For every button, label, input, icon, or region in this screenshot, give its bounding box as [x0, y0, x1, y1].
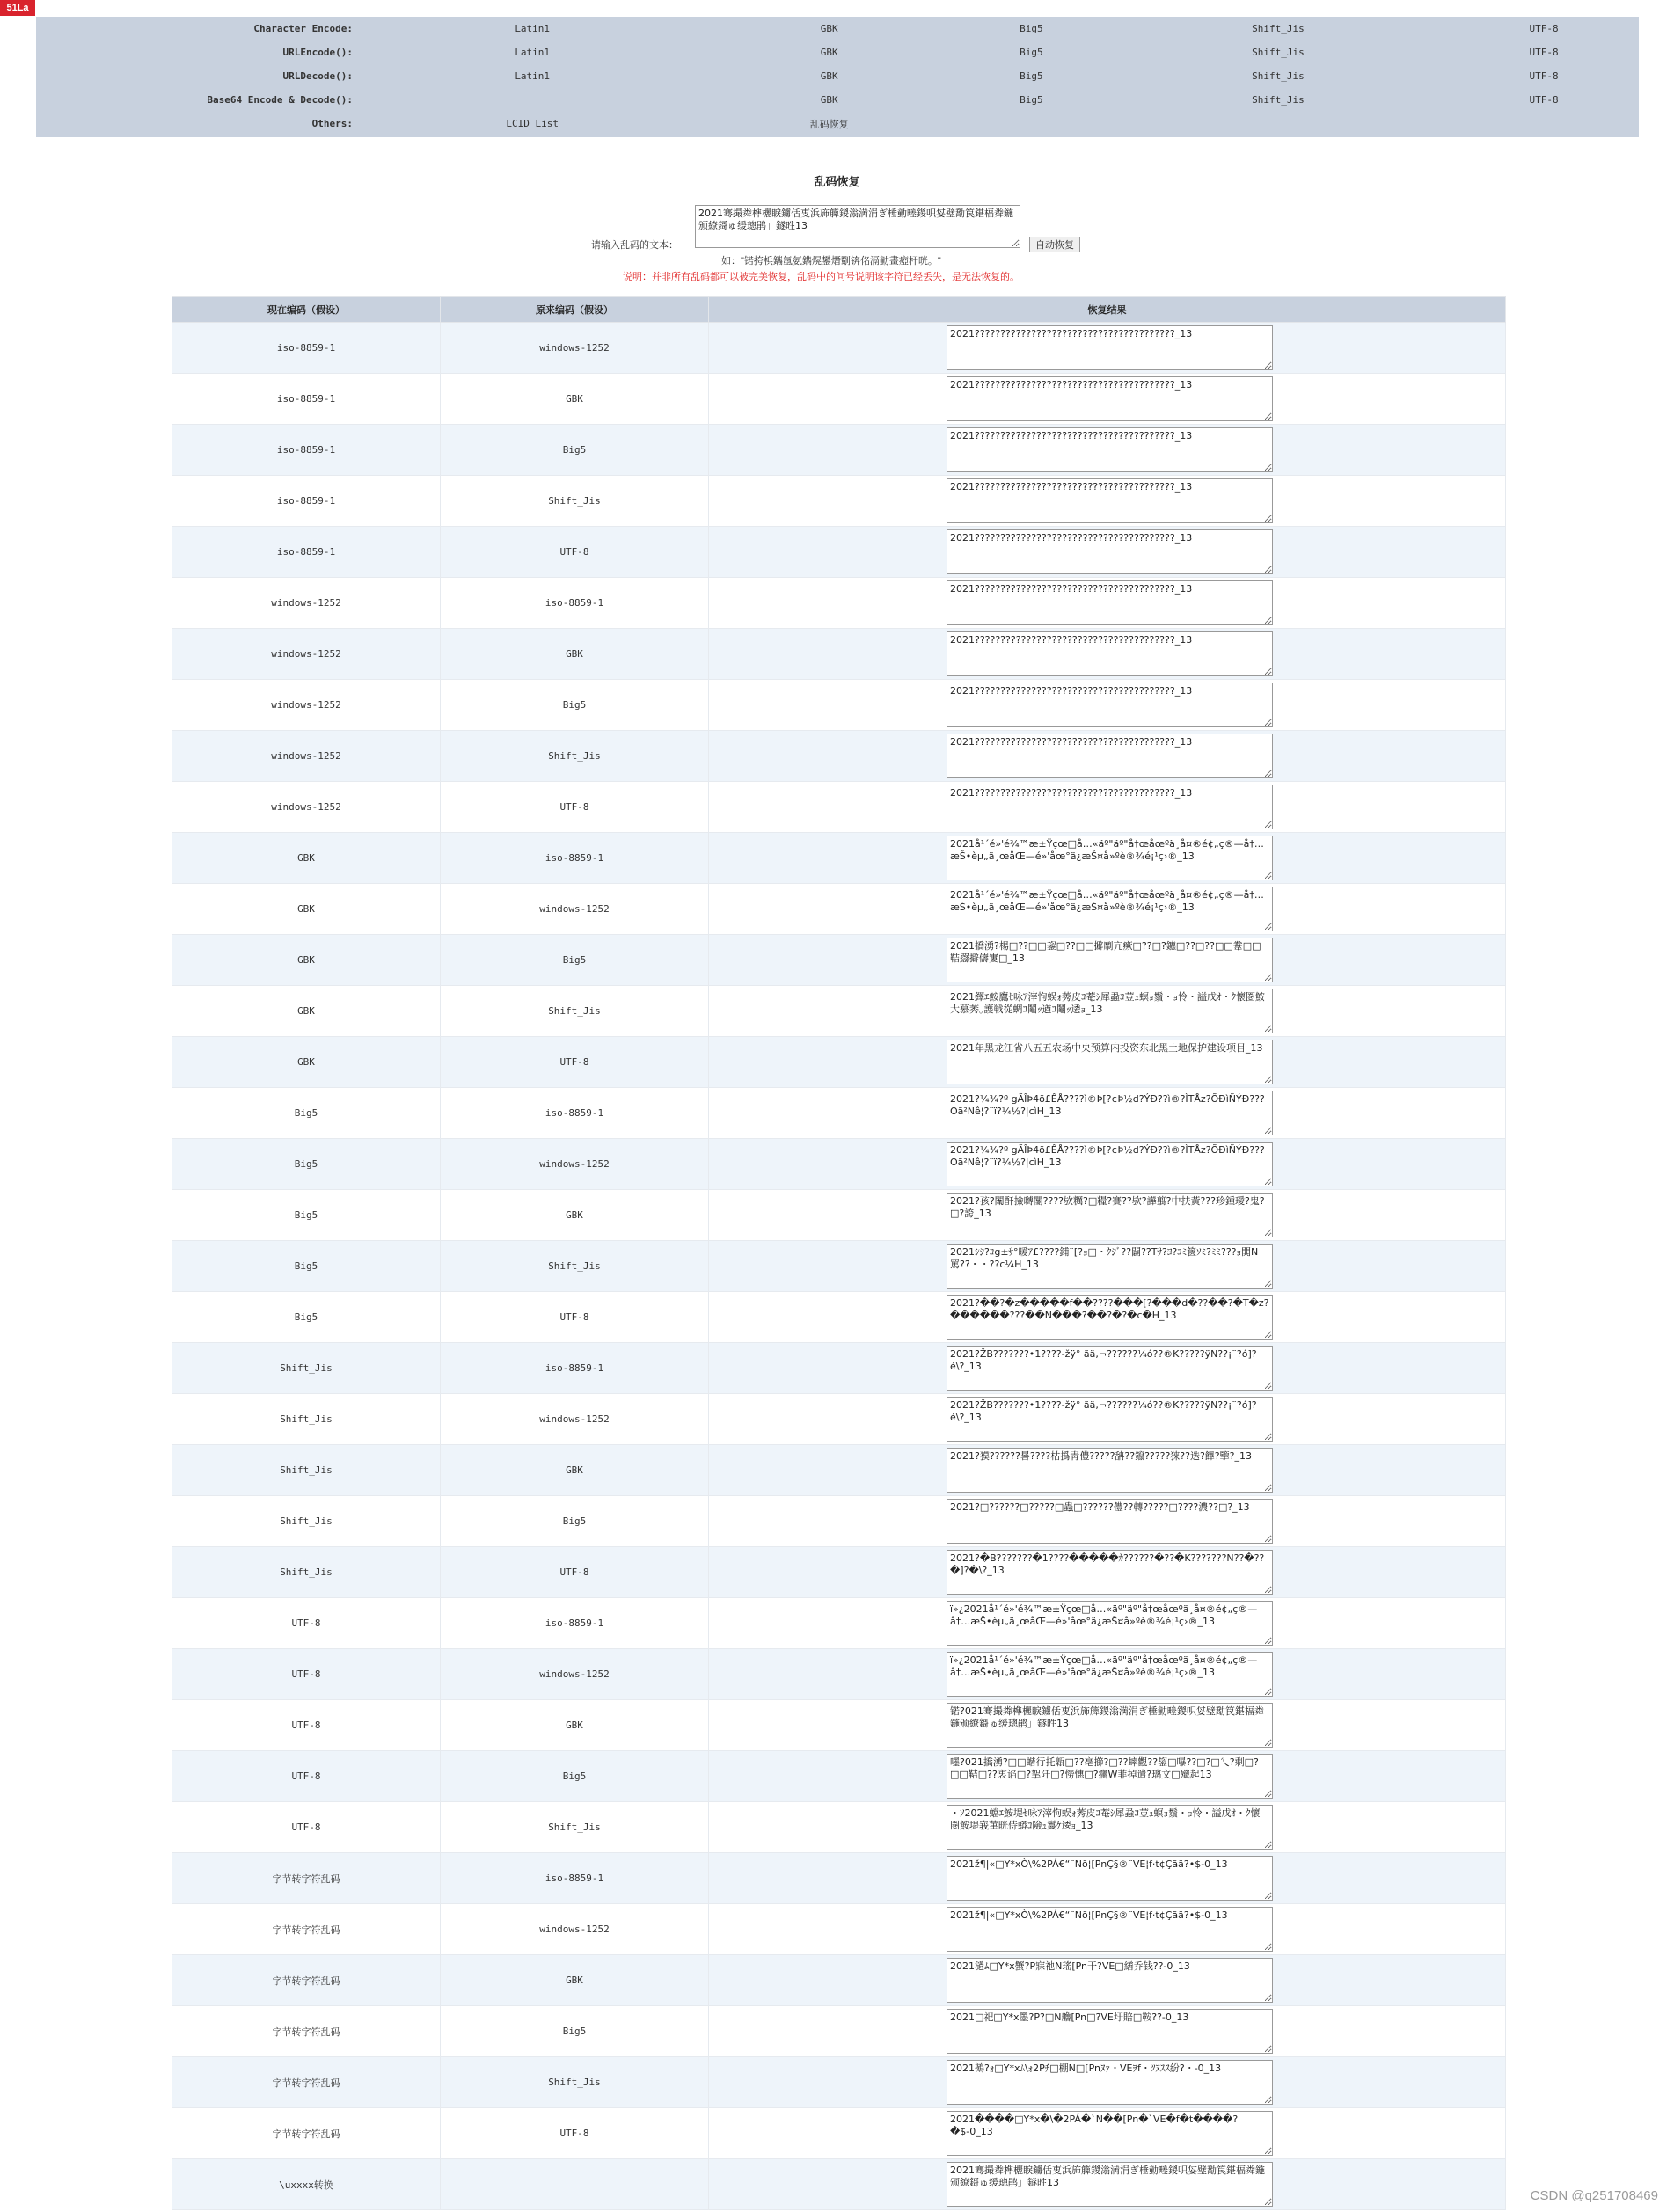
nav-link[interactable]: Shift_Jis	[1252, 47, 1305, 58]
original-encoding-cell: windows-1252	[441, 1904, 709, 1955]
table-row	[172, 731, 1506, 782]
result-cell	[709, 1394, 1506, 1445]
nav-cell	[362, 40, 703, 64]
result-cell	[709, 527, 1506, 578]
nav-cell	[1107, 17, 1449, 40]
table-header-row	[172, 297, 1506, 323]
result-textarea[interactable]	[947, 1091, 1273, 1135]
result-cell	[709, 1547, 1506, 1598]
nav-link[interactable]: UTF-8	[1529, 70, 1559, 82]
nav-link[interactable]: Shift_Jis	[1252, 94, 1305, 106]
result-textarea[interactable]	[947, 1448, 1273, 1493]
original-encoding-cell: Big5	[441, 2006, 709, 2057]
nav-row	[36, 112, 1639, 135]
current-encoding-cell: iso-8859-1	[172, 374, 441, 425]
table-row	[172, 782, 1506, 833]
result-cell	[709, 578, 1506, 629]
result-cell	[709, 2006, 1506, 2057]
original-encoding-cell: UTF-8	[441, 1292, 709, 1343]
original-encoding-cell: GBK	[441, 1190, 709, 1241]
current-encoding-cell: windows-1252	[172, 578, 441, 629]
result-cell	[709, 425, 1506, 476]
result-textarea[interactable]	[947, 580, 1273, 625]
nav-link[interactable]: GBK	[820, 47, 838, 58]
nav-row-label: Character Encode:	[253, 23, 353, 34]
current-encoding-cell: GBK	[172, 935, 441, 986]
table-row	[172, 1700, 1506, 1751]
nav-cell	[1449, 112, 1639, 135]
nav-cell	[362, 17, 703, 40]
original-encoding-cell: UTF-8	[441, 1037, 709, 1088]
table-row	[172, 1343, 1506, 1394]
result-textarea[interactable]	[947, 1805, 1273, 1850]
result-textarea[interactable]	[947, 1346, 1273, 1391]
result-textarea[interactable]	[947, 1193, 1273, 1237]
original-encoding-cell: Shift_Jis	[441, 476, 709, 527]
result-textarea[interactable]	[947, 1652, 1273, 1697]
result-cell	[709, 680, 1506, 731]
result-cell	[709, 731, 1506, 782]
current-encoding-cell: Shift_Jis	[172, 1343, 441, 1394]
result-textarea[interactable]	[947, 1958, 1273, 2003]
current-encoding-cell: Shift_Jis	[172, 1496, 441, 1547]
result-textarea[interactable]	[947, 2060, 1273, 2105]
original-encoding-cell: iso-8859-1	[441, 1088, 709, 1139]
result-textarea[interactable]	[947, 1499, 1273, 1544]
original-encoding-cell	[441, 2159, 709, 2210]
original-encoding-cell: UTF-8	[441, 527, 709, 578]
nav-cell	[703, 17, 955, 40]
current-encoding-cell: GBK	[172, 884, 441, 935]
original-encoding-cell: windows-1252	[441, 884, 709, 935]
original-encoding-cell: iso-8859-1	[441, 1853, 709, 1904]
result-cell	[709, 833, 1506, 884]
nav-link[interactable]: Big5	[1020, 94, 1043, 106]
original-encoding-cell: GBK	[441, 1700, 709, 1751]
original-encoding-cell: Big5	[441, 680, 709, 731]
table-row	[172, 833, 1506, 884]
nav-link[interactable]: UTF-8	[1529, 47, 1559, 58]
original-encoding-cell: GBK	[441, 374, 709, 425]
result-cell	[709, 1037, 1506, 1088]
input-label: 请输入乱码的文本：	[591, 239, 678, 251]
nav-row-label: URLEncode():	[282, 47, 353, 58]
result-textarea[interactable]	[947, 325, 1273, 370]
51la-badge[interactable]: 51La	[0, 0, 35, 16]
tool-title: 乱码恢复	[814, 175, 860, 188]
result-textarea[interactable]	[947, 1856, 1273, 1901]
table-row	[172, 2057, 1506, 2108]
result-cell	[709, 1853, 1506, 1904]
nav-link[interactable]: Big5	[1020, 47, 1043, 58]
table-row	[172, 1139, 1506, 1190]
result-textarea[interactable]	[947, 1601, 1273, 1646]
current-encoding-cell: iso-8859-1	[172, 527, 441, 578]
current-encoding-cell: Shift_Jis	[172, 1445, 441, 1496]
result-cell	[709, 1088, 1506, 1139]
result-textarea[interactable]	[947, 1142, 1273, 1186]
original-encoding-cell: Shift_Jis	[441, 1241, 709, 1292]
nav-cell	[362, 88, 703, 112]
current-encoding-cell: Big5	[172, 1241, 441, 1292]
current-encoding-cell: Shift_Jis	[172, 1394, 441, 1445]
result-cell	[709, 1241, 1506, 1292]
encoding-nav	[36, 17, 1639, 137]
current-encoding-cell: UTF-8	[172, 1751, 441, 1802]
nav-cell	[955, 40, 1107, 64]
original-encoding-cell: GBK	[441, 1955, 709, 2006]
table-row	[172, 1802, 1506, 1853]
nav-row-label: Others:	[311, 118, 353, 129]
garbled-text-input[interactable]	[695, 205, 1020, 248]
result-cell	[709, 2108, 1506, 2159]
nav-row	[36, 17, 1639, 40]
current-encoding-cell: Big5	[172, 1190, 441, 1241]
nav-link[interactable]: Latin1	[515, 70, 551, 82]
table-row	[172, 2108, 1506, 2159]
table-row	[172, 1037, 1506, 1088]
result-textarea[interactable]	[947, 631, 1273, 676]
result-textarea[interactable]	[947, 785, 1273, 829]
result-cell	[709, 1955, 1506, 2006]
original-encoding-cell: iso-8859-1	[441, 833, 709, 884]
current-encoding-cell: UTF-8	[172, 1598, 441, 1649]
current-encoding-cell: Big5	[172, 1088, 441, 1139]
result-cell	[709, 1598, 1506, 1649]
table-row	[172, 1496, 1506, 1547]
result-cell	[709, 476, 1506, 527]
result-textarea[interactable]	[947, 478, 1273, 523]
table-row	[172, 527, 1506, 578]
original-encoding-cell: windows-1252	[441, 1139, 709, 1190]
table-row	[172, 935, 1506, 986]
table-row	[172, 1547, 1506, 1598]
nav-cell	[703, 64, 955, 88]
nav-cell	[1107, 88, 1449, 112]
header-current-encoding: 现在编码（假设）	[172, 297, 441, 323]
result-cell	[709, 1445, 1506, 1496]
nav-row	[36, 64, 1639, 88]
table-row	[172, 680, 1506, 731]
recovery-results-table	[172, 296, 1506, 2210]
result-textarea[interactable]	[947, 1907, 1273, 1952]
nav-link[interactable]: UTF-8	[1529, 94, 1559, 106]
result-cell	[709, 629, 1506, 680]
result-cell	[709, 782, 1506, 833]
original-encoding-cell: Big5	[441, 935, 709, 986]
current-encoding-cell: 字节转字符乱码	[172, 1853, 441, 1904]
result-cell	[709, 1292, 1506, 1343]
nav-cell	[362, 112, 703, 135]
result-textarea[interactable]	[947, 376, 1273, 421]
result-cell	[709, 1700, 1506, 1751]
result-cell	[709, 1649, 1506, 1700]
nav-cell	[1449, 64, 1639, 88]
original-encoding-cell: UTF-8	[441, 1547, 709, 1598]
result-cell	[709, 374, 1506, 425]
result-textarea[interactable]	[947, 734, 1273, 778]
current-encoding-cell: iso-8859-1	[172, 323, 441, 374]
nav-link[interactable]: GBK	[820, 94, 838, 106]
current-encoding-cell: UTF-8	[172, 1649, 441, 1700]
original-encoding-cell: iso-8859-1	[441, 578, 709, 629]
nav-cell	[1449, 17, 1639, 40]
nav-cell	[703, 88, 955, 112]
nav-link[interactable]: 乱码恢复	[809, 118, 849, 130]
original-encoding-cell: windows-1252	[441, 1394, 709, 1445]
current-encoding-cell: iso-8859-1	[172, 476, 441, 527]
original-encoding-cell: UTF-8	[441, 2108, 709, 2159]
result-cell	[709, 1751, 1506, 1802]
table-row	[172, 2006, 1506, 2057]
nav-link[interactable]: GBK	[820, 70, 838, 82]
nav-cell	[703, 40, 955, 64]
result-cell	[709, 1904, 1506, 1955]
result-cell	[709, 1343, 1506, 1394]
nav-link[interactable]: LCID List	[506, 118, 559, 129]
nav-row-label: Base64 Encode & Decode():	[207, 94, 353, 106]
nav-cell	[362, 64, 703, 88]
result-textarea[interactable]	[947, 836, 1273, 880]
nav-row-label: URLDecode():	[282, 70, 353, 82]
current-encoding-cell: GBK	[172, 986, 441, 1037]
header-original-encoding: 原来编码（假设）	[441, 297, 709, 323]
nav-cell	[955, 88, 1107, 112]
original-encoding-cell: Big5	[441, 1751, 709, 1802]
original-encoding-cell: GBK	[441, 1445, 709, 1496]
result-textarea[interactable]	[947, 529, 1273, 574]
table-row	[172, 1292, 1506, 1343]
header-result: 恢复结果	[709, 297, 1506, 323]
table-row	[172, 1904, 1506, 1955]
current-encoding-cell: 字节转字符乱码	[172, 2108, 441, 2159]
nav-link[interactable]: GBK	[820, 23, 838, 34]
nav-link[interactable]: Big5	[1020, 70, 1043, 82]
example-hint: 如："锘挎梹鑴氬氨鐫熀鐢熸劅锛佲滆勭畫瘂杆咣。"	[721, 256, 941, 266]
original-encoding-cell: Shift_Jis	[441, 731, 709, 782]
current-encoding-cell: 字节转字符乱码	[172, 1904, 441, 1955]
result-cell	[709, 884, 1506, 935]
nav-cell	[955, 64, 1107, 88]
original-encoding-cell: Shift_Jis	[441, 1802, 709, 1853]
original-encoding-cell: iso-8859-1	[441, 1343, 709, 1394]
nav-cell	[1449, 88, 1639, 112]
table-row	[172, 1751, 1506, 1802]
nav-link[interactable]: UTF-8	[1529, 23, 1559, 34]
current-encoding-cell: windows-1252	[172, 731, 441, 782]
result-textarea[interactable]	[947, 989, 1273, 1033]
table-row	[172, 1445, 1506, 1496]
current-encoding-cell: UTF-8	[172, 1802, 441, 1853]
table-row	[172, 2159, 1506, 2210]
current-encoding-cell: Big5	[172, 1292, 441, 1343]
table-row	[172, 629, 1506, 680]
result-cell	[709, 2057, 1506, 2108]
result-textarea[interactable]	[947, 1040, 1273, 1084]
result-cell	[709, 1139, 1506, 1190]
auto-recover-button[interactable]: 自动恢复	[1029, 237, 1080, 252]
nav-link[interactable]: Big5	[1020, 23, 1043, 34]
current-encoding-cell: GBK	[172, 1037, 441, 1088]
result-cell	[709, 2159, 1506, 2210]
csdn-watermark: CSDN @q251708469	[1530, 2188, 1658, 2203]
result-cell	[709, 935, 1506, 986]
table-row	[172, 425, 1506, 476]
nav-cell	[955, 112, 1107, 135]
result-textarea[interactable]	[947, 2111, 1273, 2156]
result-cell	[709, 1190, 1506, 1241]
result-textarea[interactable]	[947, 887, 1273, 931]
current-encoding-cell: iso-8859-1	[172, 425, 441, 476]
nav-link[interactable]: Latin1	[515, 47, 551, 58]
result-textarea[interactable]	[947, 1550, 1273, 1595]
table-row	[172, 374, 1506, 425]
nav-cell	[1107, 40, 1449, 64]
current-encoding-cell: windows-1252	[172, 680, 441, 731]
result-textarea[interactable]	[947, 2009, 1273, 2054]
table-row	[172, 1241, 1506, 1292]
original-encoding-cell: Big5	[441, 425, 709, 476]
table-row	[172, 476, 1506, 527]
current-encoding-cell: \uxxxx转换	[172, 2159, 441, 2210]
nav-cell	[1107, 64, 1449, 88]
current-encoding-cell: 字节转字符乱码	[172, 2057, 441, 2108]
original-encoding-cell: iso-8859-1	[441, 1598, 709, 1649]
result-textarea[interactable]	[947, 1295, 1273, 1340]
table-row	[172, 1955, 1506, 2006]
original-encoding-cell: GBK	[441, 629, 709, 680]
current-encoding-cell: Shift_Jis	[172, 1547, 441, 1598]
table-row	[172, 323, 1506, 374]
table-row	[172, 884, 1506, 935]
table-row	[172, 1190, 1506, 1241]
nav-link[interactable]: Latin1	[515, 23, 551, 34]
original-encoding-cell: Shift_Jis	[441, 986, 709, 1037]
garble-recovery-tool	[0, 172, 1674, 282]
original-encoding-cell: windows-1252	[441, 1649, 709, 1700]
result-textarea[interactable]	[947, 427, 1273, 472]
nav-cell	[955, 17, 1107, 40]
table-row	[172, 1598, 1506, 1649]
table-row	[172, 1649, 1506, 1700]
warning-note: 说明：并非所有乱码都可以被完美恢复，乱码中的问号说明该字符已经丢失，是无法恢复的。	[623, 272, 1020, 282]
result-cell	[709, 986, 1506, 1037]
result-textarea[interactable]	[947, 1244, 1273, 1289]
table-row	[172, 1088, 1506, 1139]
result-cell	[709, 1802, 1506, 1853]
nav-row	[36, 40, 1639, 64]
current-encoding-cell: Big5	[172, 1139, 441, 1190]
result-cell	[709, 1496, 1506, 1547]
nav-link[interactable]: Shift_Jis	[1252, 70, 1305, 82]
nav-link[interactable]: Shift_Jis	[1252, 23, 1305, 34]
original-encoding-cell: Shift_Jis	[441, 2057, 709, 2108]
current-encoding-cell: windows-1252	[172, 782, 441, 833]
current-encoding-cell: windows-1252	[172, 629, 441, 680]
result-cell	[709, 323, 1506, 374]
nav-cell	[1449, 40, 1639, 64]
result-textarea[interactable]	[947, 1703, 1273, 1748]
current-encoding-cell: GBK	[172, 833, 441, 884]
original-encoding-cell: Big5	[441, 1496, 709, 1547]
table-row	[172, 986, 1506, 1037]
table-row	[172, 578, 1506, 629]
nav-row	[36, 88, 1639, 112]
encoding-nav-table	[36, 17, 1639, 135]
nav-cell	[703, 112, 955, 135]
original-encoding-cell: UTF-8	[441, 782, 709, 833]
result-textarea[interactable]	[947, 938, 1273, 982]
current-encoding-cell: 字节转字符乱码	[172, 1955, 441, 2006]
nav-cell	[1107, 112, 1449, 135]
result-textarea[interactable]	[947, 2162, 1273, 2207]
table-row	[172, 1394, 1506, 1445]
result-textarea[interactable]	[947, 1397, 1273, 1442]
current-encoding-cell: 字节转字符乱码	[172, 2006, 441, 2057]
original-encoding-cell: windows-1252	[441, 323, 709, 374]
current-encoding-cell: UTF-8	[172, 1700, 441, 1751]
result-textarea[interactable]	[947, 1754, 1273, 1799]
table-row	[172, 1853, 1506, 1904]
result-textarea[interactable]	[947, 683, 1273, 727]
